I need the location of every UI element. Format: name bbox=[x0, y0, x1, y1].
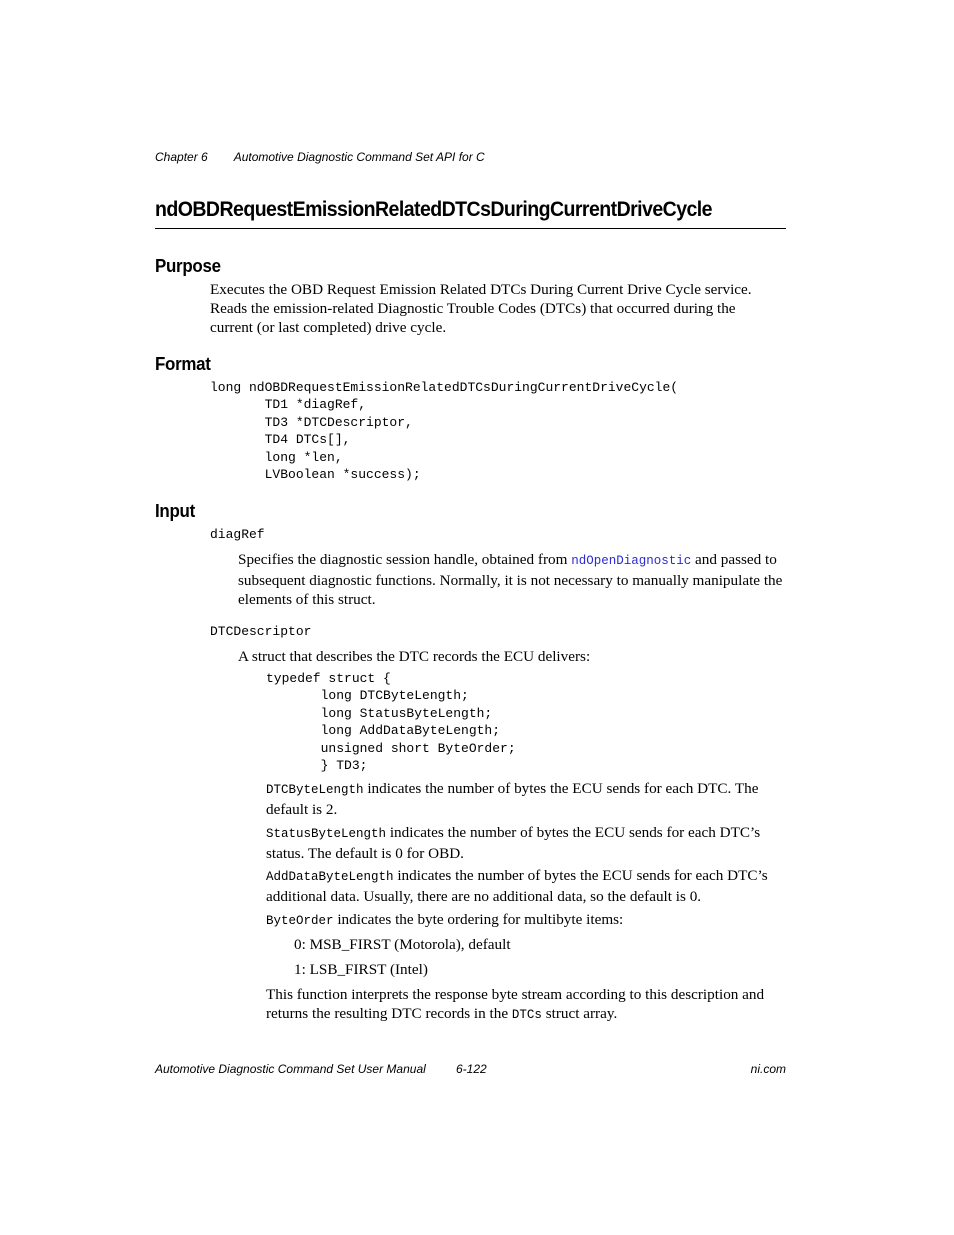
diagref-description bbox=[238, 550, 786, 609]
section-label: Automotive Diagnostic Command Set API for C bbox=[233, 150, 485, 164]
chapter-label: Chapter 6 bbox=[155, 150, 208, 164]
byte-order-option-lsb: 1: LSB_FIRST (Intel) bbox=[294, 961, 428, 978]
param-name-dtcdescriptor: DTCDescriptor bbox=[210, 624, 312, 639]
closing-text-before: This function interprets the response byte stream according to this description and returns the resulting DTC records in the bbox=[266, 986, 765, 1022]
dtcdescriptor-closing bbox=[266, 985, 786, 1025]
dtcdescriptor-intro-text: A struct that describes the DTC records the ECU delivers: bbox=[238, 648, 591, 665]
field-dtcbytelength bbox=[266, 779, 786, 819]
field-text: indicates the number of bytes the ECU sends for each DTC’s status. The default is 0 for OBD. bbox=[266, 824, 761, 862]
diagref-text-after: and passed to subsequent diagnostic functions. Normally, it is not necessary to manually manipulate the elements of this struct. bbox=[238, 551, 783, 608]
field-text: indicates the number of bytes the ECU sends for each DTC’s additional data. Usually, there are no additional data, so the default is 0. bbox=[266, 867, 768, 905]
page-title: ndOBDRequestEmissionRelatedDTCsDuringCurrentDriveCycle bbox=[155, 198, 712, 221]
purpose-paragraph: Executes the OBD Request Emission Related DTCs During Current Drive Cycle service. Reads the emission-related Diagnostic Trouble Codes (DTCs) that occurred during the current (or last completed) drive cycle. bbox=[210, 281, 752, 336]
format-code-block: long ndOBDRequestEmissionRelatedDTCsDuringCurrentDriveCycle( TD1 *diagRef, TD3 *DTCDescriptor, TD4 DTCs[], long *len, LVBoolean *success); bbox=[210, 380, 679, 483]
footer-page-number: 6-122 bbox=[456, 1062, 487, 1076]
field-text: indicates the byte ordering for multibyte items: bbox=[333, 911, 624, 928]
field-statusbytelength bbox=[266, 823, 786, 863]
purpose-heading: Purpose bbox=[155, 256, 221, 276]
title-rule bbox=[155, 228, 786, 229]
input-heading: Input bbox=[155, 501, 195, 521]
field-name: AddDataByteLength bbox=[266, 870, 394, 884]
dtcdescriptor-intro bbox=[238, 647, 786, 666]
purpose-text bbox=[210, 280, 780, 337]
footer-site-link[interactable]: ni.com bbox=[750, 1062, 786, 1076]
diagref-text-before: Specifies the diagnostic session handle, obtained from bbox=[238, 551, 572, 568]
dtcs-code: DTCs bbox=[511, 1008, 542, 1022]
field-name: DTCByteLength bbox=[266, 783, 364, 797]
param-name-diagref: diagRef bbox=[210, 527, 265, 542]
running-head bbox=[155, 150, 485, 164]
byte-order-option-msb: 0: MSB_FIRST (Motorola), default bbox=[294, 936, 511, 953]
format-heading: Format bbox=[155, 354, 211, 374]
td3-struct-code-block: typedef struct { long DTCByteLength; long StatusByteLength; long AddDataByteLength; unsigned short ByteOrder; } TD3; bbox=[266, 671, 516, 774]
field-name: StatusByteLength bbox=[266, 827, 387, 841]
ndopendiagnostic-link[interactable]: ndOpenDiagnostic bbox=[571, 554, 692, 568]
footer-manual-title: Automotive Diagnostic Command Set User Manual bbox=[155, 1062, 426, 1076]
field-adddatabytelength bbox=[266, 866, 786, 906]
field-text: indicates the number of bytes the ECU sends for each DTC. The default is 2. bbox=[266, 780, 759, 818]
field-name: ByteOrder bbox=[266, 914, 334, 928]
field-byteorder bbox=[266, 910, 786, 931]
closing-text-after: struct array. bbox=[541, 1005, 618, 1022]
